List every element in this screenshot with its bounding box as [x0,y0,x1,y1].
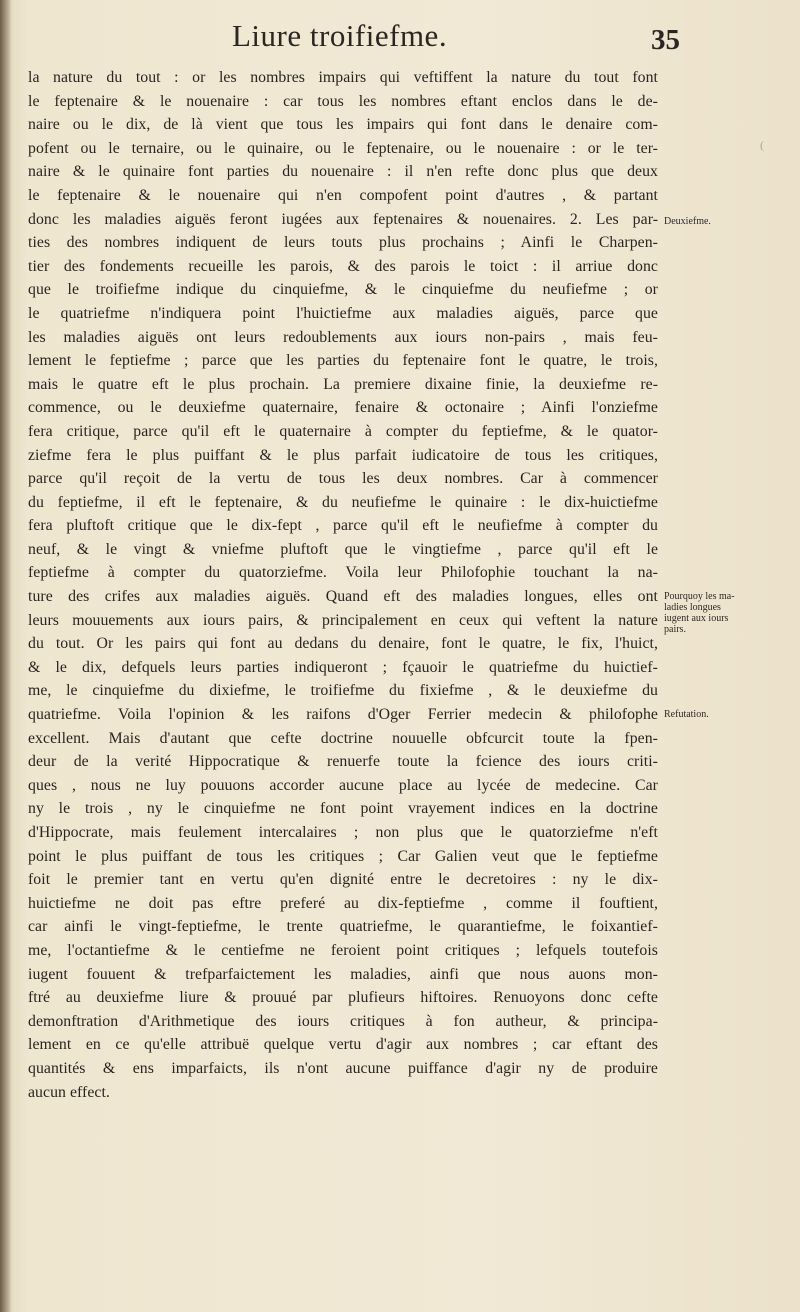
text-line: excellent. Mais d'autant que cefte doctrine nouuelle obfcurcit toute la fpen- [28,729,658,747]
text-line: aucun effect. [28,1083,110,1101]
margin-note-line: Pourquoy les ma- [664,591,735,602]
text-line: fera critique, parce qu'il eft le quaternaire à compter du feptiefme, & le quator- [28,422,658,440]
text-line: quantités & ens imparfaicts, ils n'ont aucune puiffance d'agir ny de produire [28,1059,658,1077]
text-line: ziefme fera le plus puiffant & le plus parfait iudicatoire de tous les critiques, [28,446,658,464]
text-line: pofent ou le ternaire, ou le quinaire, ou le feptenaire, ou le nouenaire : or le ter- [28,139,658,157]
text-line: me, le cinquiefme du dixiefme, le troifiefme du fixiefme , & le deuxiefme du [28,682,658,700]
text-line: commence, ou le deuxiefme quaternaire, fenaire & octonaire ; Ainfi l'onziefme [28,399,658,417]
text-line: ques , nous ne luy pouuons accorder aucune place au lycée de medecine. Car [28,776,658,794]
page-header [200,18,680,62]
main-text [28,66,658,1104]
text-line: huictiefme ne doit pas eftre preferé au dix-feptiefme , comme il fouftient, [28,894,658,912]
text-line: deur de la verité Hippocratique & renuerfe toute la fcience des iours criti- [28,753,658,771]
text-line: demonftration d'Arithmetique des iours critiques à fon autheur, & principa- [28,1012,658,1030]
text-line: parce qu'il reçoit de la vertu de tous les deux nombres. Car à commencer [28,470,658,488]
folio-number: 35 [651,24,680,56]
text-line: naire ou le dix, de là vient que tous les impairs qui font dans le denaire com- [28,116,658,134]
text-line: la nature du tout : or les nombres impairs qui veftiffent la nature du tout font [28,69,658,86]
margin-mark: ( [760,138,764,152]
text-line: lement le feptiefme ; parce que les parties du feptenaire font le quatre, le trois, [28,352,658,370]
margin-note-line: iugent aux iours [664,613,729,624]
text-line: iugent fouuent & trefparfaictement les maladies, ainfi que nous auons mon- [28,965,658,983]
binding-gutter [0,0,12,1312]
text-line: le quatriefme n'indiquera point l'huictiefme aux maladies aiguës, parce que [28,304,658,322]
margin-note-deuxiesme: Deuxiefme. [664,216,711,227]
text-line: quatriefme. Voila l'opinion & les raifons d'Oger Ferrier medecin & philofophe [28,706,658,724]
text-line: le feptenaire & le nouenaire : car tous les nombres eftant enclos dans le de- [28,92,658,110]
text-line: ties des nombres indiquent de leurs touts plus prochains ; Ainfi le Charpen- [28,234,658,252]
margin-note-line: ladies longues [664,602,721,613]
text-line: foit le premier tant en vertu qu'en dignité entre le decretoires : ny le dix- [28,871,658,889]
text-line: lement en ce qu'elle attribuë quelque vertu d'agir aux nombres ; car eftant des [28,1036,658,1054]
text-line: donc les maladies aiguës feront iugées aux feptenaires & nouenaires. 2. Les par- [28,210,658,228]
text-line: ture des crifes aux maladies aiguës. Quand eft des maladies longues, elles ont [28,588,658,606]
text-line: & le dix, defquels leurs parties indiqueront ; fçauoir le quatriefme du huictief- [28,658,658,676]
text-line: le feptenaire & le nouenaire qui n'en compofent point d'autres , & partant [28,186,658,204]
text-line: point le plus puiffant de tous les critiques ; Car Galien veut que le feptiefme [28,847,658,865]
text-line: les maladies aiguës ont leurs redoublements aux iours non-pairs , mais feu- [28,328,658,346]
text-line: me, l'octantiefme & le centiefme ne feroient point critiques ; lefquels toutefois [28,941,658,959]
text-line: car ainfi le vingt-feptiefme, le trente quatriefme, le quarantiefme, le foixantief- [28,918,658,936]
margin-note-line: pairs. [664,624,686,635]
text-line: du tout. Or les pairs qui font au dedans du denaire, font le quatre, le fix, l'huict, [28,635,658,653]
text-line: ny le trois , ny le cinquiefme ne font point vrayement indices en la doctrine [28,800,658,818]
text-line: neuf, & le vingt & vniefme pluftoft que le vingtiefme , parce qu'il eft le [28,540,658,558]
text-line: mais le quatre eft le plus prochain. La premiere dixaine finie, la deuxiefme re- [28,375,658,393]
running-title: Liure troifiefme. [232,18,448,53]
margin-note-pourquoy [664,591,794,635]
text-line: que le troifiefme indique du cinquiefme, & le cinquiefme du neufiefme ; or [28,281,658,299]
text-line: du feptiefme, il eft le feptenaire, & du neufiefme le quinaire : le dix-huictiefme [28,493,658,511]
text-line: tier des fondements recueille les parois, & des parois le toict : il arriue donc [28,257,658,275]
text-line: feptiefme à compter du quatorziefme. Voila leur Philofophie touchant la na- [28,564,658,582]
text-line: fera pluftoft critique que le dix-fept , parce qu'il eft le neufiefme à compter du [28,517,658,535]
text-line: d'Hippocrate, mais feulement intercalaires ; non plus que le quatorziefme n'eft [28,824,658,841]
text-line: leurs mouuements aux iours pairs, & principalement en ceux qui veftent la nature [28,611,658,629]
margin-note-refutation: Refutation. [664,709,709,720]
text-line: naire & le quinaire font parties du nouenaire : il n'en refte donc plus que deux [28,163,658,181]
text-line: ftré au deuxiefme liure & prouué par plufieurs hiftoires. Renuoyons donc cefte [28,989,658,1007]
